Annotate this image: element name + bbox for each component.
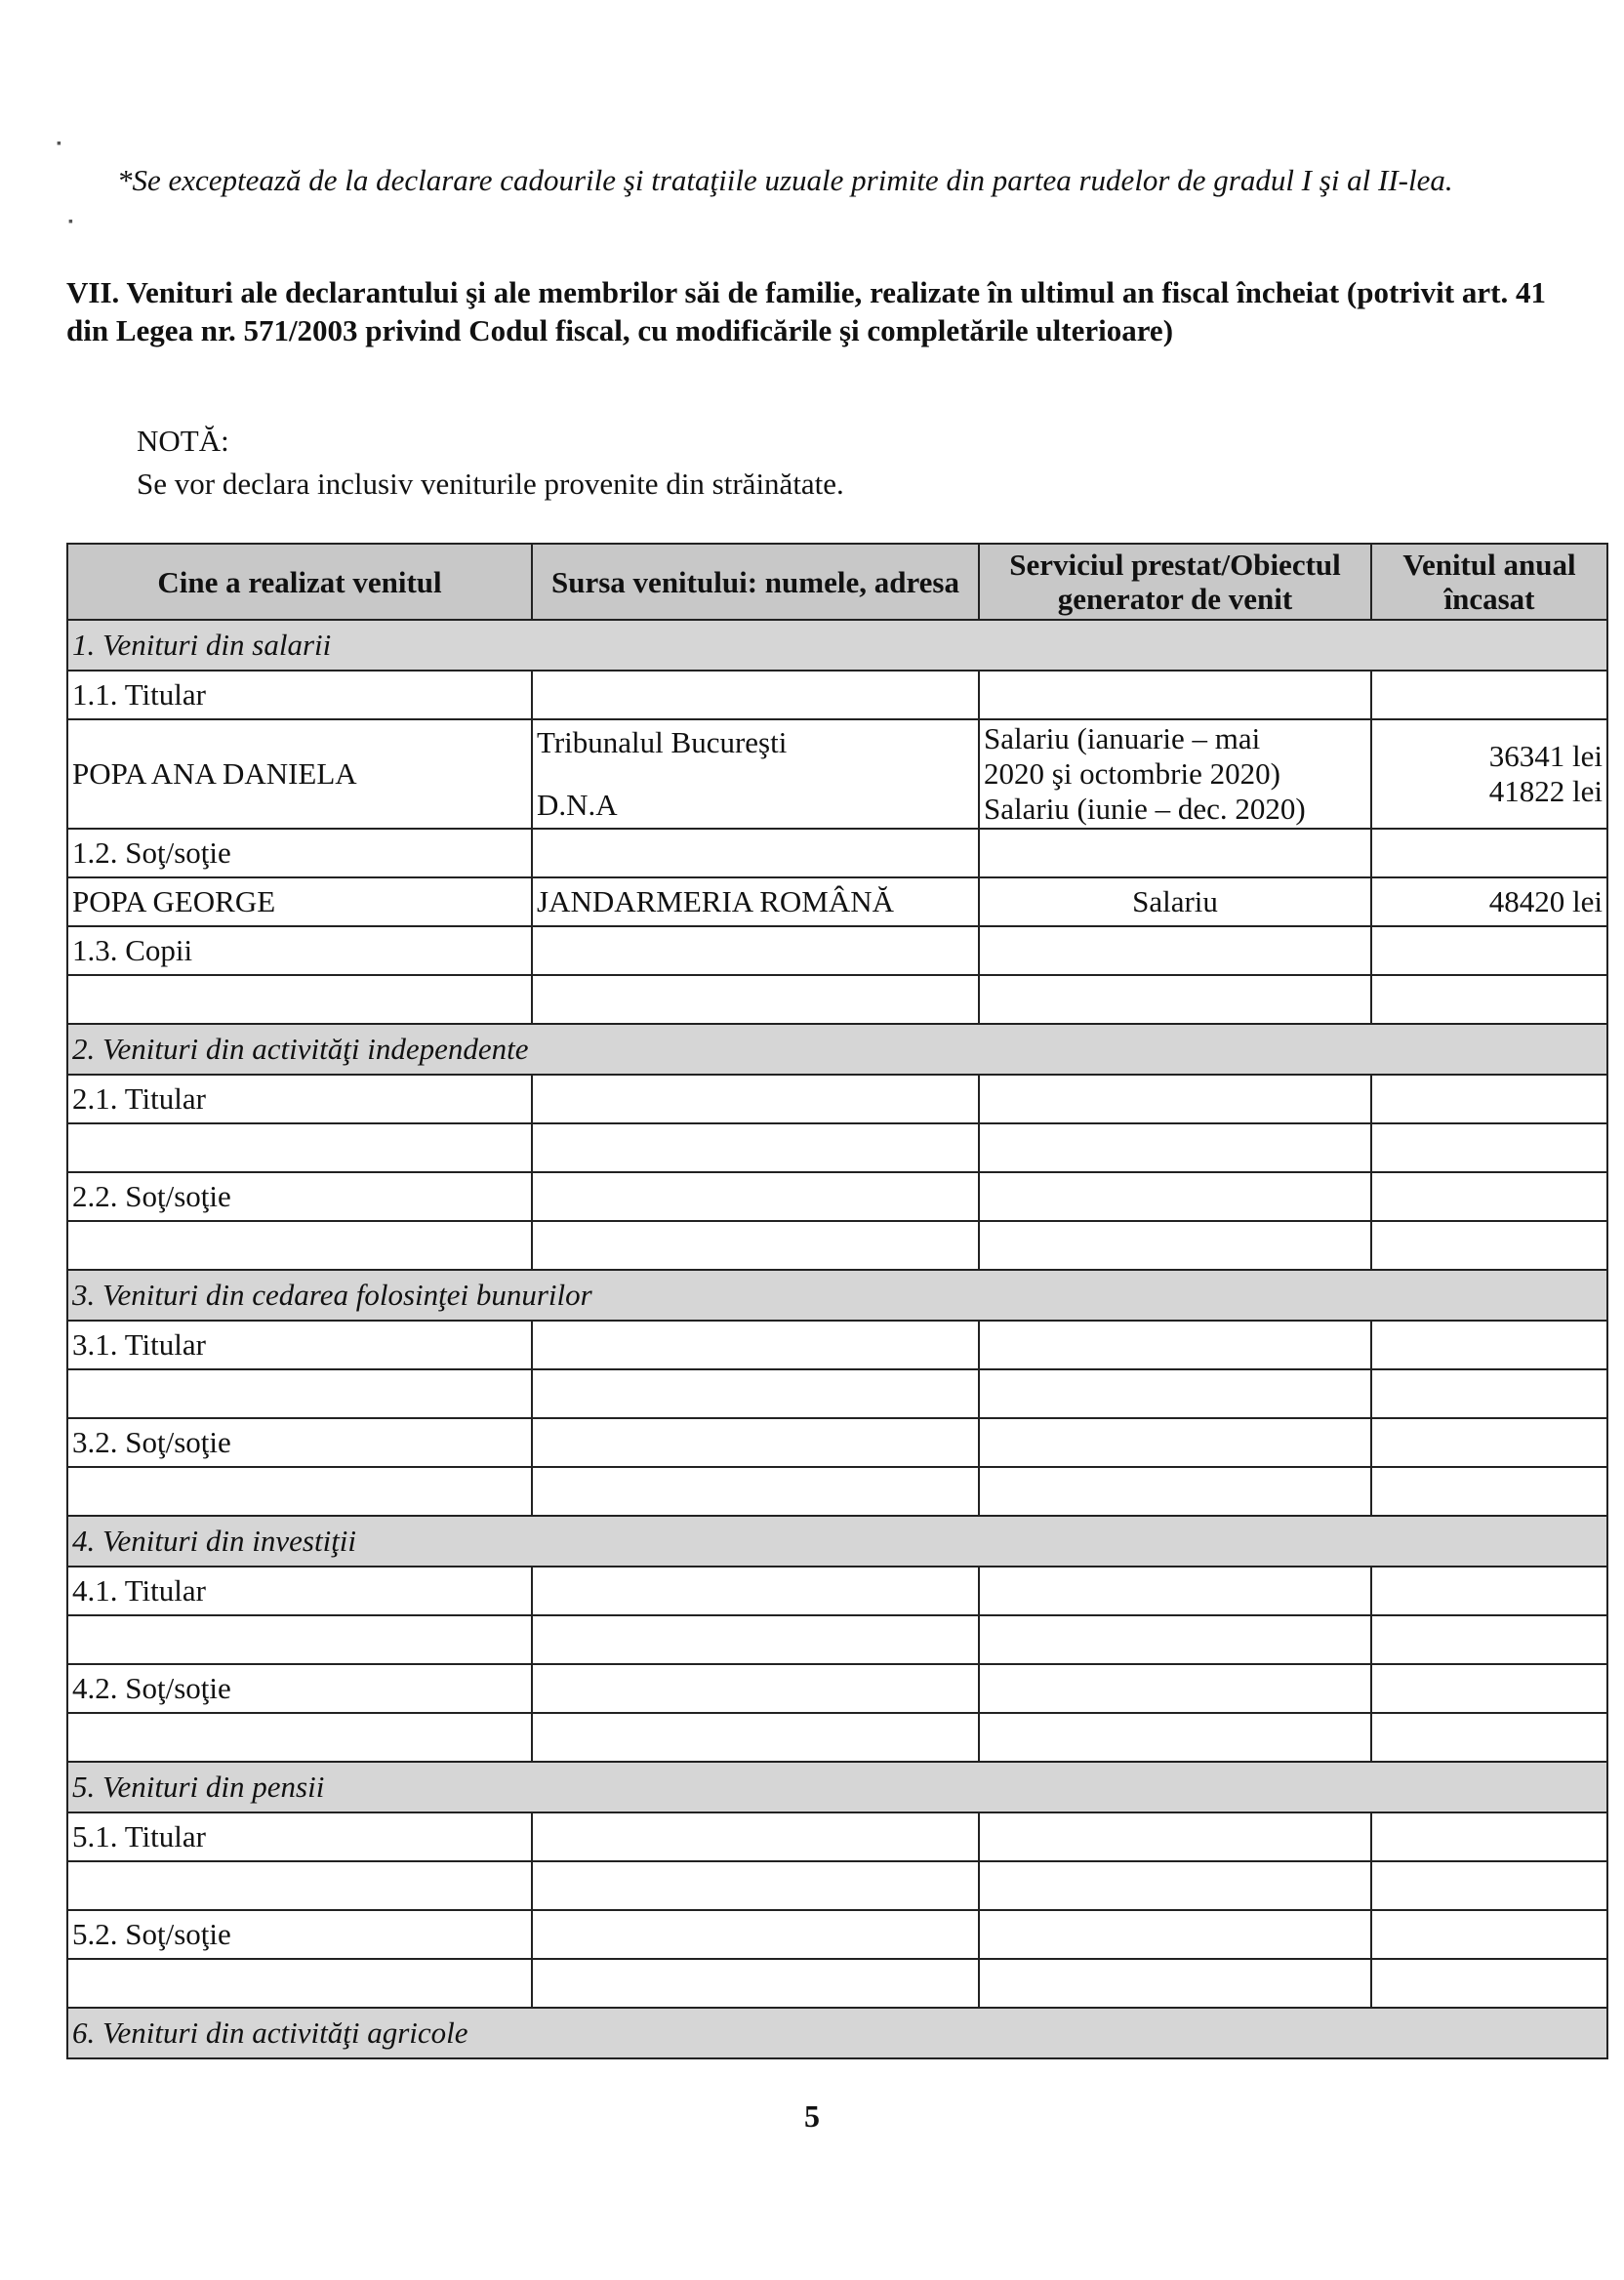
service-line: Salariu (iunie – dec. 2020)	[984, 792, 1306, 826]
section-row	[67, 1762, 1607, 1812]
table-row	[67, 1369, 1607, 1418]
table-row	[67, 1615, 1607, 1664]
row-label: 1.2. Soţ/soţie	[67, 829, 532, 877]
table-row	[67, 1467, 1607, 1516]
row-source	[532, 719, 979, 829]
row-label: 2.1. Titular	[67, 1075, 532, 1123]
section-label: 4. Venituri din investiţii	[67, 1516, 1607, 1567]
table-row	[67, 1123, 1607, 1172]
row-person: POPA GEORGE	[67, 877, 532, 926]
row-label: 5.1. Titular	[67, 1812, 532, 1861]
header-income: Venitul anual încasat	[1371, 544, 1607, 620]
table-row	[67, 975, 1607, 1024]
section-label: 3. Venituri din cedarea folosinţei bunurilor	[67, 1270, 1607, 1321]
table-row	[67, 1713, 1607, 1762]
header-source: Sursa venitului: numele, adresa	[532, 544, 979, 620]
row-service: Salariu	[979, 877, 1371, 926]
table-row	[67, 1664, 1607, 1713]
row-person: POPA ANA DANIELA	[67, 719, 532, 829]
table-header	[67, 544, 1607, 620]
table-row	[67, 1221, 1607, 1270]
header-who: Cine a realizat venitul	[67, 544, 532, 620]
header-service: Serviciul prestat/Obiectul generator de venit	[979, 544, 1371, 620]
table-row	[67, 1075, 1607, 1123]
section-row	[67, 1516, 1607, 1567]
section-label: 1. Venituri din salarii	[67, 620, 1607, 671]
section-label: 5. Venituri din pensii	[67, 1762, 1607, 1812]
service-line: 2020 şi octombrie 2020)	[984, 756, 1280, 791]
gift-exception-note: *Se exceptează de la declarare cadourile şi trataţiile uzuale primite din partea rudelor de gradul I şi al II-lea.	[117, 163, 1453, 197]
table-row	[67, 1959, 1607, 2008]
income-table	[66, 543, 1608, 2059]
income-value: 41822 lei	[1488, 774, 1603, 808]
row-service	[979, 719, 1371, 829]
section-title: VII. Venituri ale declarantului şi ale membrilor săi de familie, realizate în ultimul an fiscal încheiat (potrivit art. 41 din Legea nr. 571/2003 privind Codul fiscal, cu modificările şi completările ulterioare)	[66, 275, 1546, 347]
table-row	[67, 1321, 1607, 1369]
table-row	[67, 829, 1607, 877]
table-row	[67, 926, 1607, 975]
row-income: 48420 lei	[1371, 877, 1607, 926]
source-line: D.N.A	[537, 788, 618, 822]
section-label: 2. Venituri din activităţi independente	[67, 1024, 1607, 1075]
table-row	[67, 1172, 1607, 1221]
table-row	[67, 877, 1607, 926]
scan-mark: ▪	[68, 215, 73, 229]
table-row	[67, 671, 1607, 719]
row-label: 1.3. Copii	[67, 926, 532, 975]
section-row	[67, 620, 1607, 671]
row-label: 4.2. Soţ/soţie	[67, 1664, 532, 1713]
row-label: 3.2. Soţ/soţie	[67, 1418, 532, 1467]
table-row	[67, 1861, 1607, 1910]
nota-text: Se vor declara inclusiv veniturile provenite din străinătate.	[137, 467, 844, 501]
row-label: 3.1. Titular	[67, 1321, 532, 1369]
income-value: 36341 lei	[1488, 739, 1603, 773]
source-line: Tribunalul Bucureşti	[537, 725, 788, 759]
row-label: 1.1. Titular	[67, 671, 532, 719]
table-row	[67, 1418, 1607, 1467]
row-label: 5.2. Soţ/soţie	[67, 1910, 532, 1959]
page-number: 5	[804, 2098, 820, 2134]
scan-mark: ▪	[57, 137, 61, 151]
row-source: JANDARMERIA ROMÂNĂ	[532, 877, 979, 926]
table-row	[67, 719, 1607, 829]
nota-block	[137, 420, 1405, 506]
table-row	[67, 1812, 1607, 1861]
service-line: Salariu (ianuarie – mai	[984, 721, 1261, 755]
row-income	[1371, 719, 1607, 829]
table-row	[67, 1910, 1607, 1959]
table-row	[67, 1567, 1607, 1615]
row-label: 4.1. Titular	[67, 1567, 532, 1615]
section-row	[67, 1024, 1607, 1075]
section-label: 6. Venituri din activităţi agricole	[67, 2008, 1607, 2058]
section-row	[67, 2008, 1607, 2058]
section-row	[67, 1270, 1607, 1321]
nota-label: NOTĂ:	[137, 424, 229, 458]
row-label: 2.2. Soţ/soţie	[67, 1172, 532, 1221]
